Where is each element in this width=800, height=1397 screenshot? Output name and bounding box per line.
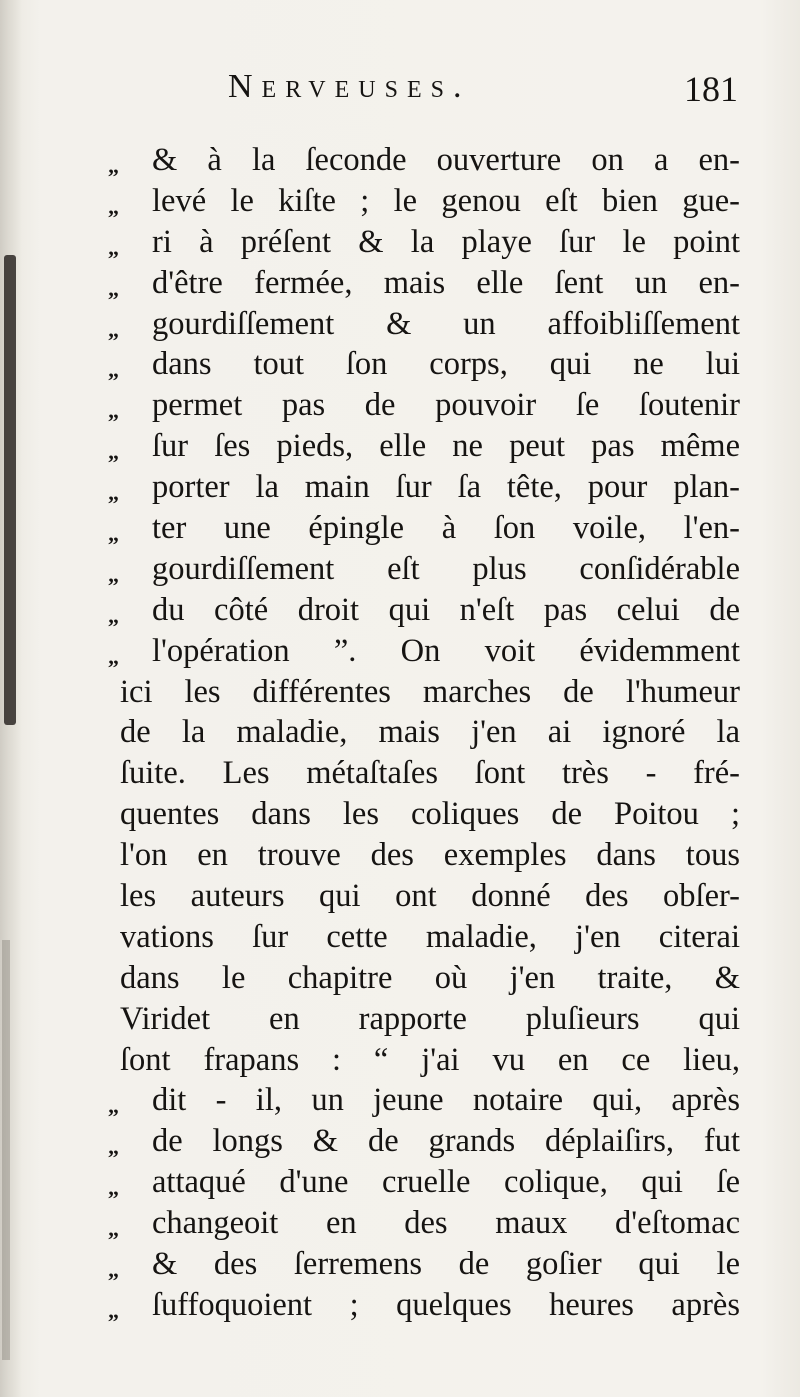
- quotation-mark: „: [108, 234, 119, 260]
- binding-shadow: [2, 940, 10, 1360]
- line-text: les auteurs qui ont donné des obſer-: [120, 878, 740, 915]
- quotation-mark: „: [108, 316, 119, 342]
- line-text: gourdiſſement & un affoibliſſement: [152, 305, 740, 342]
- quotation-mark: „: [108, 1257, 119, 1283]
- text-line: [108, 1162, 740, 1203]
- quotation-mark: „: [108, 193, 119, 219]
- line-text: ri à préſent & la playe ſur le point: [152, 223, 740, 260]
- line-text: dit - il, un jeune notaire qui, après: [152, 1082, 740, 1119]
- quotation-mark: „: [108, 153, 119, 178]
- quotation-mark: „: [108, 1093, 119, 1119]
- text-line: [108, 958, 740, 999]
- line-text: de la maladie, mais j'en ai ignoré la: [120, 714, 740, 751]
- text-line: [108, 794, 740, 835]
- binding-mark: [4, 255, 16, 725]
- text-line: [108, 1121, 740, 1162]
- line-text: ter une épingle à ſon voile, l'en-: [152, 510, 740, 547]
- text-line: [108, 385, 740, 426]
- line-text: ici les différentes marches de l'humeur: [120, 673, 740, 710]
- text-line: [108, 467, 740, 508]
- quotation-mark: „: [108, 1216, 119, 1242]
- quotation-mark: „: [108, 357, 119, 383]
- line-text: d'être fermée, mais elle ſent un en-: [152, 264, 740, 301]
- quotation-mark: „: [108, 275, 119, 301]
- line-text: vations ſur cette maladie, j'en citerai: [120, 918, 740, 955]
- line-text: attaqué d'une cruelle colique, qui ſe: [152, 1164, 740, 1201]
- body-text: [108, 140, 740, 1326]
- quotation-mark: „: [108, 398, 119, 424]
- quotation-mark: „: [108, 439, 119, 465]
- line-text: du côté droit qui n'eſt pas celui de: [152, 591, 740, 628]
- text-line: [108, 344, 740, 385]
- line-text: changeoit en des maux d'eſtomac: [152, 1205, 740, 1242]
- text-line: [108, 876, 740, 917]
- quotation-mark: „: [108, 561, 119, 587]
- text-line: [108, 835, 740, 876]
- line-text: levé le kiſte ; le genou eſt bien gue-: [152, 182, 740, 219]
- quotation-mark: „: [108, 480, 119, 506]
- line-text: l'on en trouve des exemples dans tous: [120, 837, 740, 874]
- quotation-mark: „: [108, 1175, 119, 1201]
- text-line: [108, 712, 740, 753]
- text-line: [108, 631, 740, 672]
- line-text: l'opération ”. On voit évidemment: [152, 632, 740, 669]
- line-text: de longs & de grands déplaiſirs, fut: [152, 1123, 740, 1160]
- text-line: [108, 917, 740, 958]
- line-text: dans tout ſon corps, qui ne lui: [152, 346, 740, 383]
- line-text: & des ſerremens de goſier qui le: [152, 1246, 740, 1283]
- text-line: [108, 549, 740, 590]
- quotation-mark: „: [108, 1297, 119, 1323]
- quotation-mark: „: [108, 643, 119, 669]
- text-line: [108, 508, 740, 549]
- text-line: [108, 1244, 740, 1285]
- line-text: Viridet en rapporte pluſieurs qui: [120, 1000, 740, 1037]
- text-line: [108, 672, 740, 713]
- text-line: [108, 1285, 740, 1326]
- line-text: ſuffoquoient ; quelques heures après: [152, 1286, 740, 1323]
- text-line: [108, 753, 740, 794]
- line-text: dans le chapitre où j'en traite, &: [120, 959, 740, 996]
- text-line: [108, 1040, 740, 1081]
- quotation-mark: „: [108, 602, 119, 628]
- line-text: ſur ſes pieds, elle ne peut pas même: [152, 428, 740, 465]
- quotation-mark: „: [108, 521, 119, 547]
- text-line: [108, 222, 740, 263]
- text-line: [108, 304, 740, 345]
- text-line: [108, 426, 740, 467]
- line-text: quentes dans les coliques de Poitou ;: [120, 796, 740, 833]
- running-head: Nerveuses.: [228, 68, 471, 105]
- text-line: [108, 999, 740, 1040]
- line-text: permet pas de pouvoir ſe ſoutenir: [152, 387, 740, 424]
- line-text: porter la main ſur ſa tête, pour plan-: [152, 469, 740, 506]
- quotation-mark: „: [108, 1134, 119, 1160]
- line-text: ſont frapans : “ j'ai vu en ce lieu,: [120, 1041, 740, 1078]
- text-line: [108, 140, 740, 181]
- text-line: [108, 590, 740, 631]
- line-text: ſuite. Les métaſtaſes ſont très - fré-: [120, 755, 740, 792]
- text-line: [108, 181, 740, 222]
- line-text: & à la ſeconde ouverture on a en-: [152, 142, 740, 178]
- text-line: [108, 1080, 740, 1121]
- line-text: gourdiſſement eſt plus conſidérable: [152, 550, 740, 587]
- text-line: [108, 263, 740, 304]
- page-number: 181: [684, 69, 738, 109]
- text-line: [108, 1203, 740, 1244]
- page-header: [228, 68, 738, 118]
